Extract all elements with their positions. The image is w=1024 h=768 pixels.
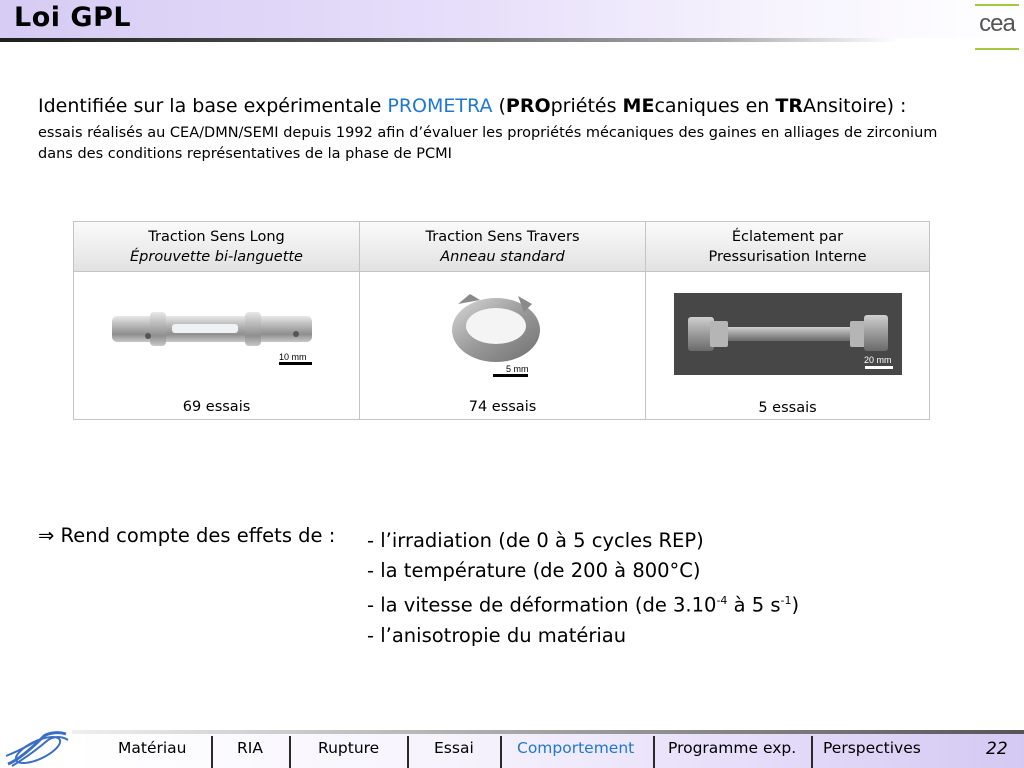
intro-bold-me: ME [622, 95, 655, 117]
exponent: -4 [716, 594, 728, 607]
intro-text-1: priétés [550, 95, 623, 117]
table-column-transverse [360, 222, 646, 419]
nav-separator [407, 736, 409, 768]
exponent: -1 [780, 594, 792, 607]
effect-item: - l’irradiation (de 0 à 5 cycles REP) [367, 529, 704, 552]
slide-title: Loi GPL [14, 2, 132, 33]
header-line-1: Traction Sens Travers [425, 229, 580, 245]
intro-text-2: caniques en [654, 95, 776, 117]
nav-item-essai[interactable]: Essai [434, 739, 474, 757]
footer-nav [0, 730, 1024, 768]
effect-text: - la vitesse de déformation (de 3.10 [367, 593, 717, 617]
table-header-cell [646, 222, 929, 272]
effect-item: - la température (de 200 à 800°C) [367, 559, 701, 582]
intro-description: essais réalisés au CEA/DMN/SEMI depuis 1992 afin d’évaluer les propriétés mécaniques des gaines en alliages de zirconium dans des conditions représentatives de la phase de PCMI [38, 125, 938, 162]
effect-item: - l’anisotropie du matériau [367, 623, 627, 647]
effect-item [367, 586, 799, 621]
nav-separator [289, 736, 291, 768]
intro-paren: ( [492, 95, 506, 117]
effect-text: ) [791, 593, 800, 617]
effects-list [367, 526, 799, 651]
nav-item-comportement[interactable]: Comportement [517, 739, 635, 757]
scale-label: 10 mm [279, 352, 307, 362]
header-line-2: Éprouvette bi-languette [130, 249, 303, 265]
intro-prefix: Identifiée sur la base expérimentale [38, 95, 388, 117]
logo-top-bar [975, 4, 1019, 6]
logo-wordmark: cea [979, 10, 1015, 37]
scale-bar [493, 374, 528, 377]
test-count: 5 essais [758, 400, 817, 416]
logo-bottom-bar [975, 48, 1019, 50]
intro-bold-pro: PRO [505, 95, 551, 117]
table-header-cell [74, 222, 359, 272]
cea-logo [974, 4, 1020, 50]
effect-text: à 5 s [727, 593, 781, 617]
intro-text-3: Ansitoire) : [802, 95, 907, 117]
nav-separator [811, 736, 813, 768]
test-table [73, 221, 930, 420]
scale-label: 5 mm [506, 364, 529, 374]
header-line-2: Anneau standard [440, 249, 565, 265]
nav-separator [211, 736, 213, 768]
header-line-1: Traction Sens Long [148, 229, 285, 245]
nav-item-programme-exp[interactable]: Programme exp. [668, 739, 797, 757]
title-band [0, 0, 1024, 38]
effects-lead: ⇒ Rend compte des effets de : [38, 524, 336, 547]
test-count: 69 essais [182, 399, 251, 415]
prometra-acronym: PROMETRA [387, 95, 493, 117]
scale-label: 20 mm [864, 355, 892, 365]
page-number: 22 [986, 739, 1008, 759]
nav-separator [653, 736, 655, 768]
nav-item-materiau[interactable]: Matériau [118, 739, 187, 757]
bi-tab-specimen-image [110, 310, 315, 350]
header-line-1: Éclatement par [731, 229, 844, 245]
intro-block [38, 93, 958, 165]
nav-item-rupture[interactable]: Rupture [318, 739, 380, 757]
intro-bold-tr: TR [775, 95, 803, 117]
table-column-longitudinal [74, 222, 360, 419]
test-count: 74 essais [468, 399, 537, 415]
nav-separator [500, 736, 502, 768]
title-divider [0, 38, 900, 42]
scale-bar [279, 362, 312, 365]
table-column-burst [646, 222, 929, 419]
ring-specimen-image [440, 286, 548, 366]
table-header-cell [360, 222, 645, 272]
header-line-2: Pressurisation Interne [708, 249, 867, 265]
intro-heading [38, 93, 958, 119]
scale-bar [865, 366, 893, 369]
nav-item-ria[interactable]: RIA [237, 739, 263, 757]
nav-item-perspectives[interactable]: Perspectives [823, 739, 921, 757]
